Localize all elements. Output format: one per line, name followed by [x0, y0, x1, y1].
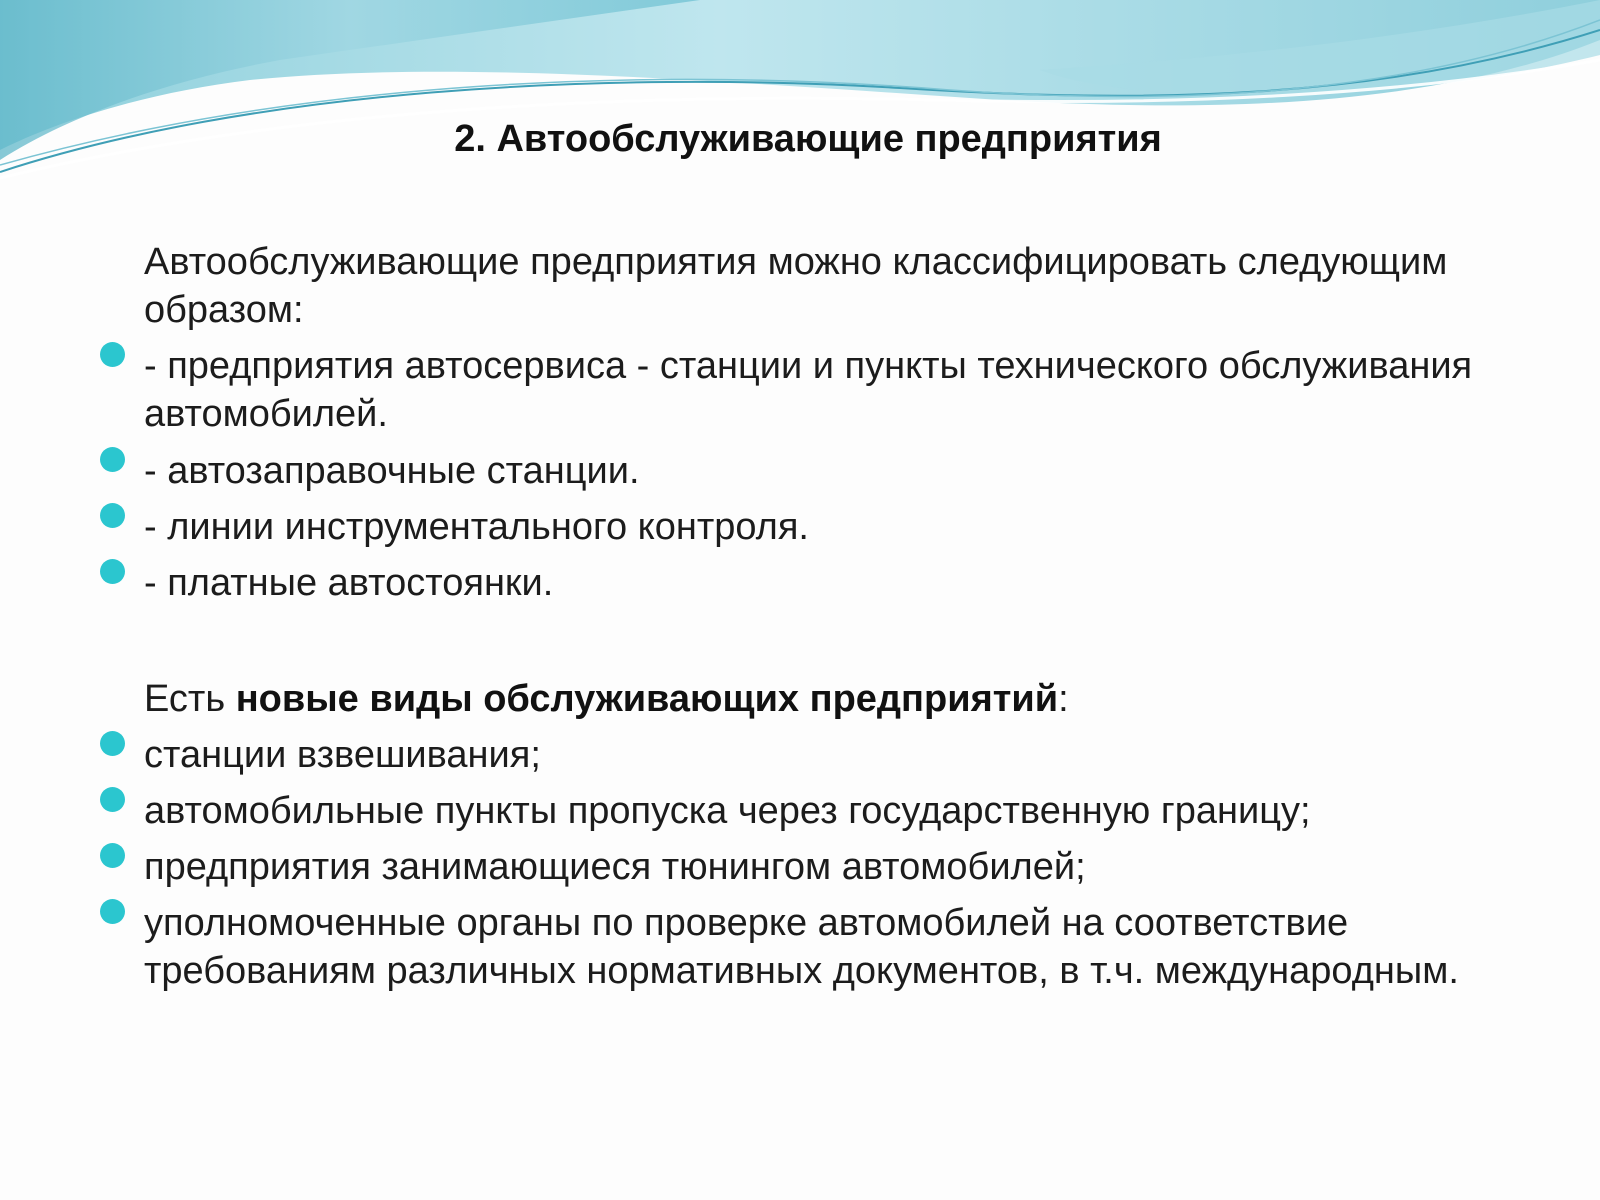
bullet-dot-icon [100, 559, 125, 584]
list-item: - линии инструментального контроля. [144, 506, 809, 548]
bullet-dot-icon [100, 503, 125, 528]
bullet-dot-icon [100, 342, 125, 367]
slide-title: 2. Автообслуживающие предприятия [454, 118, 1162, 160]
list-item: уполномоченные органы по проверке автомобилей на соответствие требованиям различных нормативных документов, в т.ч. международным. [144, 902, 1459, 992]
list-item: станции взвешивания; [144, 734, 541, 776]
bullet-dot-icon [100, 899, 125, 924]
intro2-suffix: : [1058, 678, 1069, 720]
bullet-dot-icon [100, 843, 125, 868]
header-wave-decoration [0, 0, 1600, 200]
list-item: предприятия занимающиеся тюнингом автомобилей; [144, 846, 1086, 888]
bullet-dot-icon [100, 787, 125, 812]
bullet-dot-icon [100, 731, 125, 756]
list-item: - автозаправочные станции. [144, 450, 640, 492]
intro2-bold: новые виды обслуживающих предприятий [235, 678, 1059, 720]
intro2-prefix: Есть [144, 678, 236, 720]
intro-paragraph: Автообслуживающие предприятия можно классифицировать следующим образом: [144, 241, 1448, 331]
list-item: автомобильные пункты пропуска через государственную границу; [144, 790, 1311, 832]
second-intro-paragraph [144, 675, 1544, 723]
list-item: - платные автостоянки. [144, 562, 554, 604]
list-item: - предприятия автосервиса - станции и пункты технического обслуживания автомобилей. [144, 345, 1473, 435]
bullet-dot-icon [100, 447, 125, 472]
